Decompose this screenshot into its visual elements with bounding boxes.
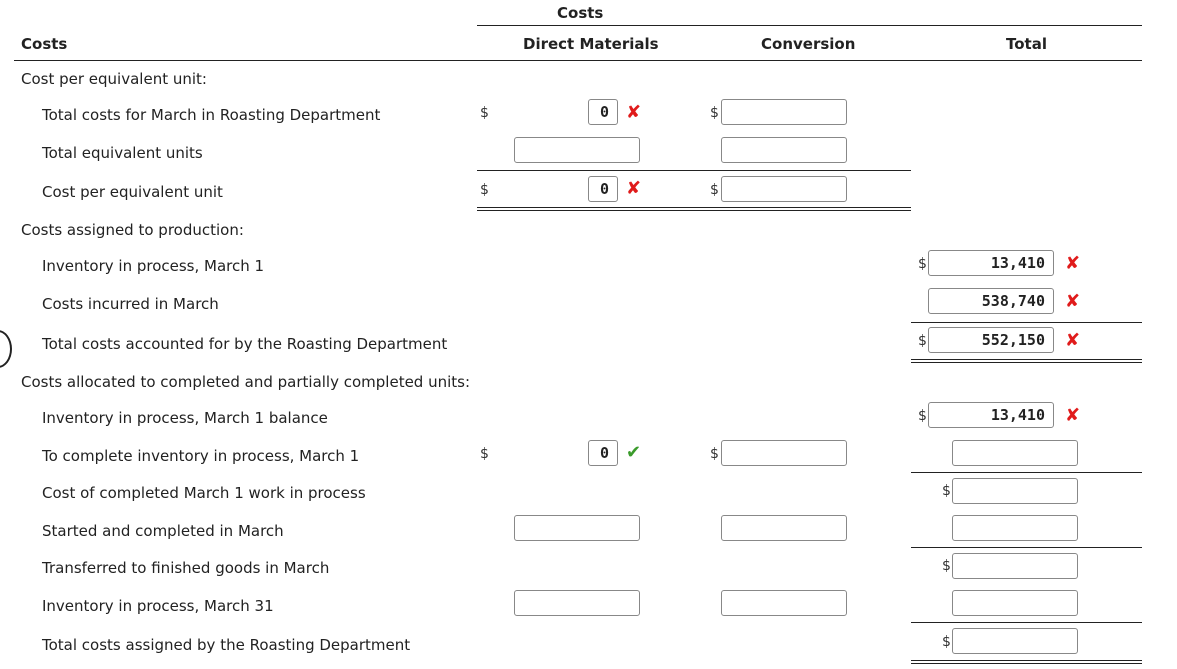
total-inventory-march1-input[interactable]: 13,410 xyxy=(928,250,1054,276)
row-label-inventory-march31: Inventory in process, March 31 xyxy=(42,597,274,615)
total-cost-completed-input[interactable] xyxy=(952,478,1078,504)
incorrect-icon: ✘ xyxy=(626,178,642,199)
total-transferred-input[interactable] xyxy=(952,553,1078,579)
col-header-costs: Costs xyxy=(21,35,68,53)
row-label-started-completed: Started and completed in March xyxy=(42,522,284,540)
total-started-completed-input[interactable] xyxy=(952,515,1078,541)
conversion-inventory-march31-input[interactable] xyxy=(721,590,847,616)
dollar-sign: $ xyxy=(942,558,951,574)
page-edge-decoration xyxy=(0,330,12,368)
row-label-cost-completed: Cost of completed March 1 work in process xyxy=(42,484,366,502)
section-costs-assigned: Costs assigned to production: xyxy=(21,221,244,239)
total-accounted-input[interactable]: 552,150 xyxy=(928,327,1054,353)
subtotal-rule xyxy=(911,472,1142,473)
subtotal-rule xyxy=(911,322,1142,323)
double-rule xyxy=(911,359,1142,363)
costs-group-header: Costs xyxy=(557,4,604,22)
col-header-direct-materials: Direct Materials xyxy=(523,35,659,53)
header-bottom-rule xyxy=(14,60,1142,61)
section-cost-per-eu: Cost per equivalent unit: xyxy=(21,70,207,88)
conversion-total-eu-input[interactable] xyxy=(721,137,847,163)
dollar-sign: $ xyxy=(480,182,489,198)
incorrect-icon: ✘ xyxy=(626,102,642,123)
double-rule xyxy=(477,207,911,211)
row-label-total-assigned: Total costs assigned by the Roasting Department xyxy=(42,636,411,654)
dm-total-eu-input[interactable] xyxy=(514,137,640,163)
total-to-complete-input[interactable] xyxy=(952,440,1078,466)
subtotal-rule xyxy=(477,170,911,171)
dollar-sign: $ xyxy=(942,483,951,499)
row-label-total-eu: Total equivalent units xyxy=(42,144,203,162)
row-label-total-accounted: Total costs accounted for by the Roasting Department xyxy=(42,335,448,353)
group-header-rule xyxy=(477,25,1142,26)
correct-check-icon: ✔ xyxy=(626,442,642,463)
incorrect-icon: ✘ xyxy=(1065,330,1081,351)
col-header-total: Total xyxy=(1006,35,1047,53)
subtotal-rule xyxy=(911,547,1142,548)
row-label-transferred: Transferred to finished goods in March xyxy=(42,559,330,577)
total-inventory-march31-input[interactable] xyxy=(952,590,1078,616)
subtotal-rule xyxy=(911,622,1142,623)
dollar-sign: $ xyxy=(710,182,719,198)
total-inventory-balance-input[interactable]: 13,410 xyxy=(928,402,1054,428)
dollar-sign: $ xyxy=(918,408,927,424)
dollar-sign: $ xyxy=(942,634,951,650)
conversion-to-complete-input[interactable] xyxy=(721,440,847,466)
dollar-sign: $ xyxy=(480,105,489,121)
dm-cost-per-eu-input[interactable]: 0 xyxy=(588,176,618,202)
incorrect-icon: ✘ xyxy=(1065,253,1081,274)
col-header-conversion: Conversion xyxy=(761,35,856,53)
total-assigned-input[interactable] xyxy=(952,628,1078,654)
dollar-sign: $ xyxy=(710,446,719,462)
conversion-cost-per-eu-input[interactable] xyxy=(721,176,847,202)
conversion-total-costs-input[interactable] xyxy=(721,99,847,125)
total-costs-incurred-input[interactable]: 538,740 xyxy=(928,288,1054,314)
row-label-inventory-balance: Inventory in process, March 1 balance xyxy=(42,409,328,427)
incorrect-icon: ✘ xyxy=(1065,405,1081,426)
conversion-started-completed-input[interactable] xyxy=(721,515,847,541)
row-label-inventory-march1: Inventory in process, March 1 xyxy=(42,257,265,275)
section-costs-allocated: Costs allocated to completed and partially completed units: xyxy=(21,373,471,391)
dollar-sign: $ xyxy=(918,256,927,272)
row-label-costs-incurred: Costs incurred in March xyxy=(42,295,219,313)
dollar-sign: $ xyxy=(918,333,927,349)
incorrect-icon: ✘ xyxy=(1065,291,1081,312)
row-label-total-costs-march: Total costs for March in Roasting Department xyxy=(42,106,381,124)
dm-total-costs-input[interactable]: 0 xyxy=(588,99,618,125)
dm-started-completed-input[interactable] xyxy=(514,515,640,541)
dollar-sign: $ xyxy=(710,105,719,121)
row-label-cost-per-eu: Cost per equivalent unit xyxy=(42,183,223,201)
dm-to-complete-input[interactable]: 0 xyxy=(588,440,618,466)
dm-inventory-march31-input[interactable] xyxy=(514,590,640,616)
double-rule xyxy=(911,660,1142,664)
dollar-sign: $ xyxy=(480,446,489,462)
row-label-to-complete: To complete inventory in process, March 1 xyxy=(42,447,360,465)
